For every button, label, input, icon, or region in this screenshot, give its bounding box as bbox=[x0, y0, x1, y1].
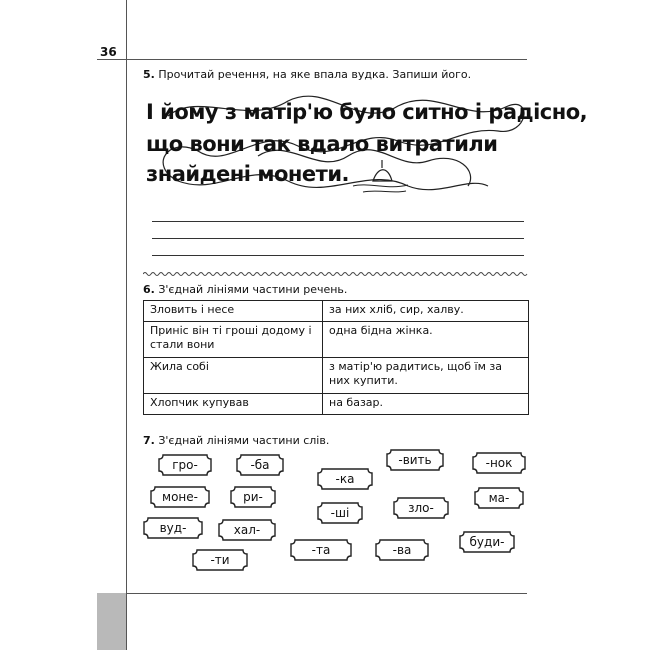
tag-label: -нок bbox=[485, 456, 513, 470]
word-part-tag[interactable] bbox=[474, 487, 524, 509]
tag-label: моне- bbox=[162, 490, 198, 504]
word-part-tag[interactable] bbox=[158, 454, 212, 476]
section-divider bbox=[143, 271, 529, 277]
task6-number: 6. bbox=[143, 283, 155, 296]
header-rule bbox=[97, 59, 527, 60]
table-row bbox=[144, 358, 529, 394]
tag-label: зло- bbox=[408, 501, 434, 515]
page-number: 36 bbox=[100, 45, 117, 59]
word-part-tag[interactable] bbox=[393, 497, 449, 519]
tag-label: вуд- bbox=[159, 521, 187, 535]
word-part-tag[interactable] bbox=[317, 468, 373, 490]
tag-label: -та bbox=[311, 543, 331, 557]
tag-label: гро- bbox=[172, 458, 198, 472]
word-part-tag[interactable] bbox=[375, 539, 429, 561]
left-part[interactable]: Жила собі bbox=[144, 358, 323, 394]
right-part[interactable]: одна бідна жінка. bbox=[323, 322, 529, 358]
word-part-tag[interactable] bbox=[290, 539, 352, 561]
table-row bbox=[144, 394, 529, 415]
tag-label: ма- bbox=[488, 491, 510, 505]
sentence-parts-table bbox=[143, 300, 529, 415]
left-part[interactable]: Зловить і несе bbox=[144, 301, 323, 322]
task7-number: 7. bbox=[143, 434, 155, 447]
task7-title bbox=[143, 434, 329, 447]
right-part[interactable]: за них хліб, сир, халву. bbox=[323, 301, 529, 322]
writing-line[interactable] bbox=[152, 255, 524, 256]
word-part-tag[interactable] bbox=[150, 486, 210, 508]
table-row bbox=[144, 301, 529, 322]
task7-instruction: З'єднай лініями частини слів. bbox=[158, 434, 330, 447]
right-part[interactable]: на базар. bbox=[323, 394, 529, 415]
word-part-tag[interactable] bbox=[236, 454, 284, 476]
tag-label: -ші bbox=[330, 506, 350, 520]
word-part-tag[interactable] bbox=[472, 452, 526, 474]
left-part[interactable]: Приніс він ті гроші додому і стали вони bbox=[144, 322, 323, 358]
tag-label: -ва bbox=[392, 543, 412, 557]
sentence-line-2: що вони так вдало витратили bbox=[146, 132, 498, 156]
sentence-line-3: знайдені монети. bbox=[146, 162, 350, 186]
tag-label: -ба bbox=[250, 458, 270, 472]
tag-label: -вить bbox=[398, 453, 432, 467]
table-row bbox=[144, 322, 529, 358]
word-part-tag[interactable] bbox=[192, 549, 248, 571]
sentence-line-1: І йому з матір'ю було ситно і радісно, bbox=[146, 100, 588, 124]
tag-label: буди- bbox=[469, 535, 505, 549]
task6-instruction: З'єднай лініями частини речень. bbox=[158, 283, 348, 296]
tag-label: -ка bbox=[335, 472, 355, 486]
page-corner-tab bbox=[97, 593, 126, 650]
tag-label: ри- bbox=[243, 490, 263, 504]
margin-line bbox=[126, 0, 127, 650]
tag-label: -ти bbox=[210, 553, 230, 567]
footer-rule bbox=[126, 593, 527, 594]
writing-line[interactable] bbox=[152, 238, 524, 239]
task5-number: 5. bbox=[143, 68, 155, 81]
word-part-tag[interactable] bbox=[459, 531, 515, 553]
word-part-tag[interactable] bbox=[218, 519, 276, 541]
left-part[interactable]: Хлопчик купував bbox=[144, 394, 323, 415]
tag-label: хал- bbox=[233, 523, 261, 537]
task5-instruction: Прочитай речення, на яке впала вудка. Запиши його. bbox=[158, 68, 472, 81]
right-part[interactable]: з матір'ю радитись, щоб їм за них купити. bbox=[323, 358, 529, 394]
word-part-tag[interactable] bbox=[143, 517, 203, 539]
task6-title bbox=[143, 283, 347, 296]
word-part-tag[interactable] bbox=[386, 449, 444, 471]
task5-title bbox=[143, 68, 471, 81]
writing-line[interactable] bbox=[152, 221, 524, 222]
word-part-tag[interactable] bbox=[317, 502, 363, 524]
word-part-tag[interactable] bbox=[230, 486, 276, 508]
